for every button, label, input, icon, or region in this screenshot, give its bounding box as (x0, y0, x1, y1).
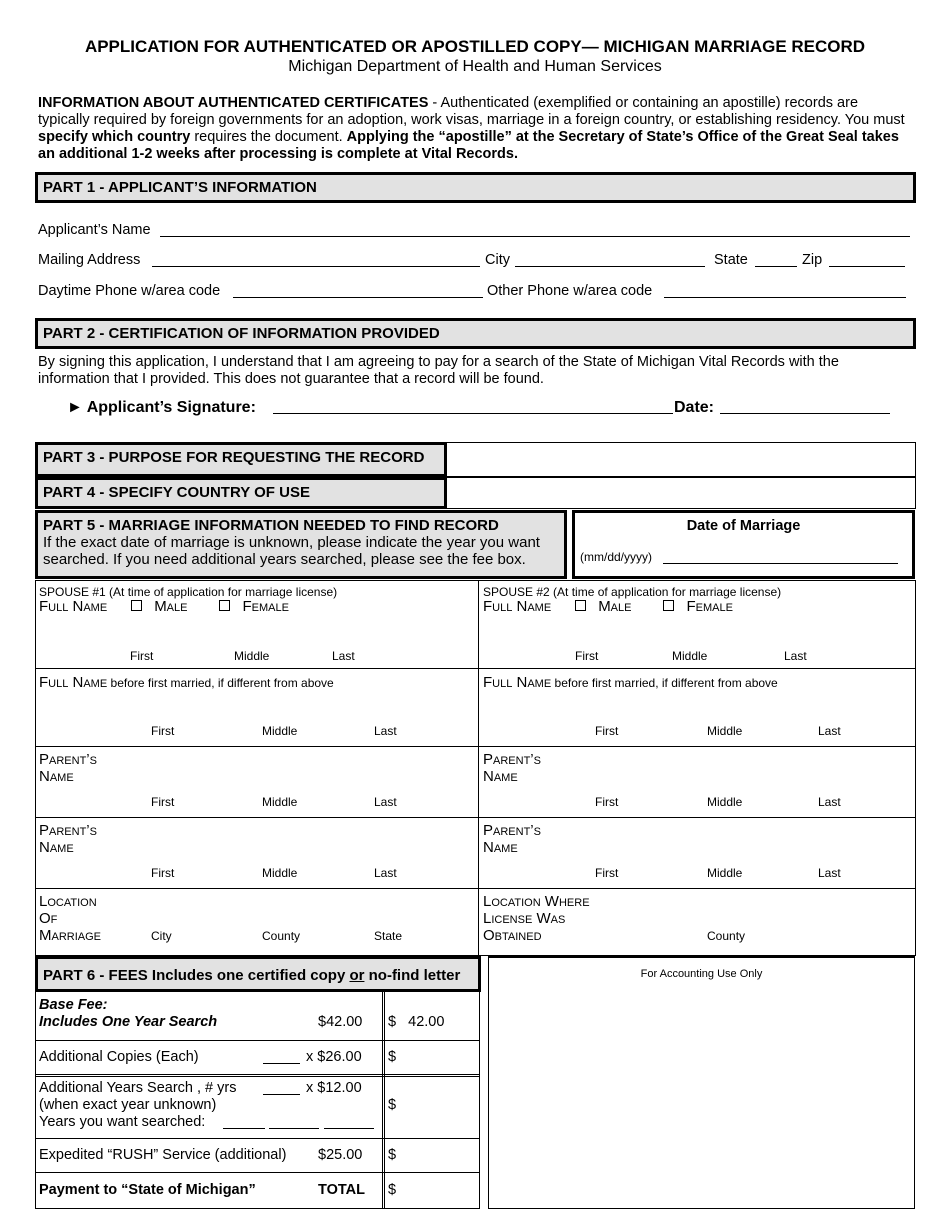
part5-header (35, 510, 567, 579)
state-field[interactable] (755, 254, 797, 267)
total-label: TOTAL (318, 1182, 365, 1198)
spouse1-middle-label: Middle (234, 649, 270, 663)
spouse2-middle-label: Middle (672, 649, 708, 663)
date-field[interactable] (720, 401, 890, 414)
spouse2-parent1-middle: Middle (707, 795, 743, 809)
spouse2-female-checkbox[interactable] (663, 600, 674, 611)
part5-title: PART 5 - MARRIAGE INFORMATION NEEDED TO FIND RECORD (43, 517, 499, 534)
marriage-date-format: (mm/dd/yyyy) (580, 550, 652, 564)
copies-label: Additional Copies (Each) (39, 1049, 199, 1065)
base-fee-sub: Includes One Year Search (39, 1014, 218, 1030)
spouse2-heading: SPOUSE #2 (At time of application for marriage license) (483, 585, 782, 599)
marriage-date-box (572, 510, 915, 579)
part5-instructions: If the exact date of marriage is unknown, please indicate the year you want searched. If you need additional years searched, please see the fee box. (43, 534, 540, 568)
spouse1-prior-last: Last (374, 724, 397, 738)
info-heading: INFORMATION ABOUT AUTHENTICATED CERTIFICATES (38, 95, 429, 111)
years-want-label: Years you want searched: (39, 1114, 206, 1130)
daytime-phone-label: Daytime Phone w/area code (38, 283, 221, 299)
copies-dollar: $ (388, 1049, 397, 1065)
spouse2-parent1-label: Parent’s Name (483, 751, 541, 785)
spouse2-first-label: First (575, 649, 599, 663)
spouse1-parent1-middle: Middle (262, 795, 298, 809)
signature-label: ► Applicant’s Signature: (67, 399, 256, 416)
spouse1-male-checkbox[interactable] (131, 600, 142, 611)
spouse1-first-label: First (130, 649, 154, 663)
spouse1-heading: SPOUSE #1 (At time of application for marriage license) (39, 585, 338, 599)
spouse1-parent2-middle: Middle (262, 866, 298, 880)
date-label: Date: (674, 399, 715, 416)
spouse1-female-checkbox[interactable] (219, 600, 230, 611)
marriage-date-field[interactable] (663, 551, 898, 564)
other-phone-label: Other Phone w/area code (487, 283, 653, 299)
spouse1-parent2-label: Parent’s Name (39, 822, 97, 856)
accounting-label: For Accounting Use Only (640, 968, 763, 980)
spouse2-prior-middle: Middle (707, 724, 743, 738)
city-label: City (485, 252, 510, 268)
spouse1-parent1-label: Parent’s Name (39, 751, 97, 785)
copies-price: x $26.00 (306, 1049, 362, 1065)
year-field-1[interactable] (223, 1116, 265, 1129)
rush-price: $25.00 (318, 1147, 363, 1163)
part3-header: PART 3 - PURPOSE FOR REQUESTING THE RECORD (35, 442, 447, 477)
spouse2-male-checkbox[interactable] (575, 600, 586, 611)
other-phone-field[interactable] (664, 285, 906, 298)
spouse2-full-name: Full Name Male Female (483, 598, 733, 615)
spouse2-prior-last: Last (818, 724, 841, 738)
rush-label: Expedited “RUSH” Service (additional) (39, 1147, 287, 1163)
mailing-address-field[interactable] (152, 254, 480, 267)
marriage-county-label: County (262, 929, 301, 943)
spouse2-last-label: Last (784, 649, 807, 663)
payment-label: Payment to “State of Michigan” (39, 1182, 256, 1198)
spouse1-parent2-last: Last (374, 866, 397, 880)
base-fee-amount: $ 42.00 (388, 1014, 445, 1030)
form-subtitle: Michigan Department of Health and Human Services (288, 58, 662, 75)
country-field[interactable] (447, 478, 915, 508)
daytime-phone-field[interactable] (233, 285, 483, 298)
form-title: APPLICATION FOR AUTHENTICATED OR APOSTILLED COPY— MICHIGAN MARRIAGE RECORD (84, 37, 866, 56)
spouse1-full-name: Full Name Male Female (39, 598, 289, 615)
info-paragraph: INFORMATION ABOUT AUTHENTICATED CERTIFICATES - Authenticated (exemplified or containing an apostille) records are typically required by foreign governments for an adoption, work visas, marriage in a foreign country, or establishing residency. You must specify which country requires the document. Applying the “apostille” at the Secretary of State’s Office of the Great Seal takes an additional 1-2 weeks after processing is complete at Vital Records. (38, 95, 905, 162)
spouse2-prior-name-label: Full Name before first married, if different from above (483, 674, 778, 691)
state-label: State (714, 252, 748, 268)
years-dollar: $ (388, 1097, 397, 1113)
spouse2-parent2-middle: Middle (707, 866, 743, 880)
part2-header: PART 2 - CERTIFICATION OF INFORMATION PROVIDED (35, 318, 916, 349)
part6-header: PART 6 - FEES Includes one certified copy or no-find letter (35, 956, 481, 992)
total-dollar: $ (388, 1182, 397, 1198)
spouse1-parent1-first: First (151, 795, 175, 809)
year-field-2[interactable] (269, 1116, 319, 1129)
rush-dollar: $ (388, 1147, 397, 1163)
years-sub: (when exact year unknown) (39, 1097, 217, 1113)
year-field-3[interactable] (324, 1116, 374, 1129)
spouse1-prior-first: First (151, 724, 175, 738)
base-fee-price: $42.00 (318, 1014, 363, 1030)
marriage-state-label: State (374, 929, 403, 943)
marriage-city-label: City (151, 929, 172, 943)
copies-quantity-field[interactable] (263, 1051, 300, 1064)
certification-text: By signing this application, I understand that I am agreeing to pay for a search of the State of Michigan Vital Records with the information that I provided. This does not guarantee that a record will be found. (38, 354, 839, 387)
spouse2-parent1-first: First (595, 795, 619, 809)
part4-header: PART 4 - SPECIFY COUNTRY OF USE (35, 477, 447, 509)
years-quantity-field[interactable] (263, 1082, 300, 1095)
applicant-name-field[interactable] (160, 224, 910, 237)
spouse2-parent2-last: Last (818, 866, 841, 880)
spouse-grid (35, 580, 916, 956)
spouse2-parent2-label: Parent’s Name (483, 822, 541, 856)
license-county-label: County (707, 929, 746, 943)
spouse1-prior-name-label: Full Name before first married, if different from above (39, 674, 334, 691)
years-label: Additional Years Search , # yrs (39, 1080, 237, 1096)
accounting-box (488, 956, 915, 1209)
spouse1-prior-middle: Middle (262, 724, 298, 738)
spouse2-prior-first: First (595, 724, 619, 738)
marriage-date-title: Date of Marriage (686, 518, 801, 534)
city-field[interactable] (515, 254, 705, 267)
marriage-location-label: Location Of Marriage (39, 893, 102, 944)
zip-label: Zip (802, 252, 823, 268)
spouse2-parent1-last: Last (818, 795, 841, 809)
spouse1-parent2-first: First (151, 866, 175, 880)
part1-header: PART 1 - APPLICANT’S INFORMATION (35, 172, 916, 203)
base-fee-label: Base Fee: (39, 997, 108, 1013)
spouse1-parent1-last: Last (374, 795, 397, 809)
applicant-name-label: Applicant’s Name (38, 222, 151, 238)
mailing-address-label: Mailing Address (38, 252, 141, 268)
license-location-label: Location Where License Was Obtained (483, 893, 590, 944)
purpose-field[interactable] (447, 443, 915, 476)
spouse1-last-label: Last (332, 649, 355, 663)
signature-field[interactable] (273, 401, 673, 414)
zip-field[interactable] (829, 254, 905, 267)
spouse2-parent2-first: First (595, 866, 619, 880)
years-price: x $12.00 (306, 1080, 362, 1096)
